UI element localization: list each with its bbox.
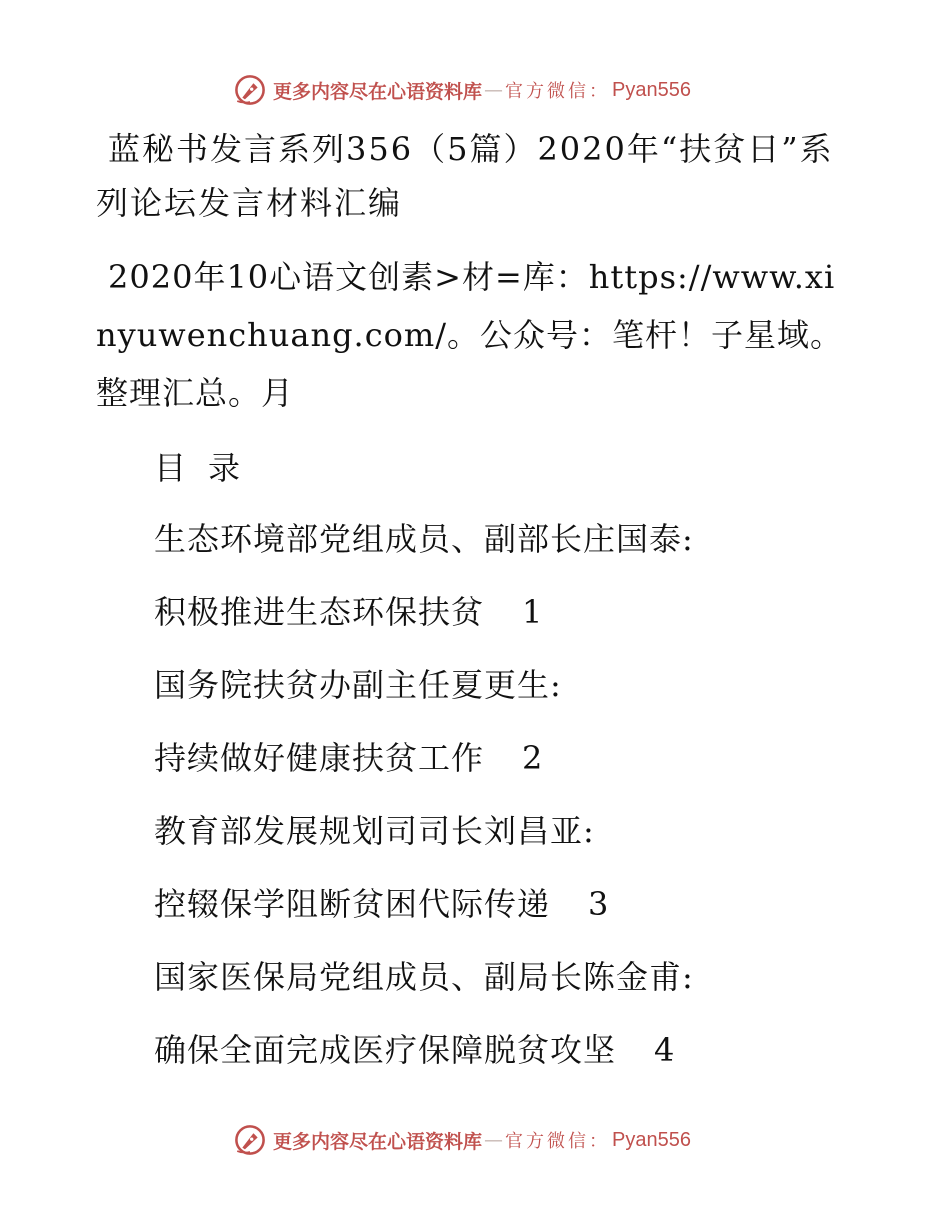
document-title: 蓝秘书发言系列356（5篇）2020年“扶贫日”系列论坛发言材料汇编 bbox=[96, 130, 834, 222]
toc-page-number: 3 bbox=[588, 885, 610, 923]
banner-dash: — bbox=[484, 1129, 504, 1151]
promo-text: 更多内容尽在心语资料库 bbox=[273, 80, 483, 103]
toc-heading bbox=[154, 448, 856, 488]
toc-page-number: 4 bbox=[654, 1031, 676, 1069]
source-note: 2020年10心语文创素>材=库：https://www.xinyuwenchuang.com/。公众号：笔杆！子星域。整理汇总。月 bbox=[96, 258, 844, 412]
toc-entry-speaker bbox=[154, 665, 856, 705]
toc-heading-left: 目 bbox=[154, 449, 187, 487]
footer-banner bbox=[233, 1120, 691, 1160]
toc-entry-text: 积极推进生态环保扶贫 bbox=[154, 593, 485, 631]
promo-text: 更多内容尽在心语资料库 bbox=[273, 1130, 483, 1153]
document-body bbox=[96, 122, 856, 1103]
toc-entry-text: 确保全面完成医疗保障脱贫攻坚 bbox=[154, 1031, 617, 1069]
toc-entry-text: 生态环境部党组成员、副部长庄国泰: bbox=[154, 520, 694, 558]
toc-entry-speaker bbox=[154, 957, 856, 997]
toc-entry-text: 教育部发展规划司司长刘昌亚: bbox=[154, 812, 595, 850]
toc-page-number: 2 bbox=[522, 739, 544, 777]
wechat-handle: Pyan556 bbox=[612, 1128, 691, 1151]
toc-entry-text: 控辍保学阻断贫困代际传递 bbox=[154, 885, 551, 923]
pen-nib-logo-icon bbox=[233, 1123, 267, 1157]
toc-entry-topic bbox=[154, 884, 856, 924]
table-of-contents bbox=[154, 519, 856, 1070]
toc-entry-text: 国家医保局党组成员、副局长陈金甫: bbox=[154, 958, 694, 996]
header-banner bbox=[233, 70, 691, 110]
toc-entry-speaker bbox=[154, 811, 856, 851]
toc-entry-topic bbox=[154, 738, 856, 778]
toc-page-number: 1 bbox=[522, 593, 544, 631]
banner-dash: — bbox=[484, 79, 504, 101]
toc-heading-right: 录 bbox=[208, 449, 241, 487]
official-wechat-label: 官方微信： bbox=[505, 1131, 611, 1152]
toc-entry-speaker bbox=[154, 519, 856, 559]
pen-nib-logo-icon bbox=[233, 73, 267, 107]
toc-entry-text: 持续做好健康扶贫工作 bbox=[154, 739, 485, 777]
official-wechat-label: 官方微信： bbox=[505, 81, 611, 102]
wechat-handle: Pyan556 bbox=[612, 78, 691, 101]
toc-entry-topic bbox=[154, 1030, 856, 1070]
toc-entry-topic bbox=[154, 592, 856, 632]
toc-entry-text: 国务院扶贫办副主任夏更生: bbox=[154, 666, 562, 704]
